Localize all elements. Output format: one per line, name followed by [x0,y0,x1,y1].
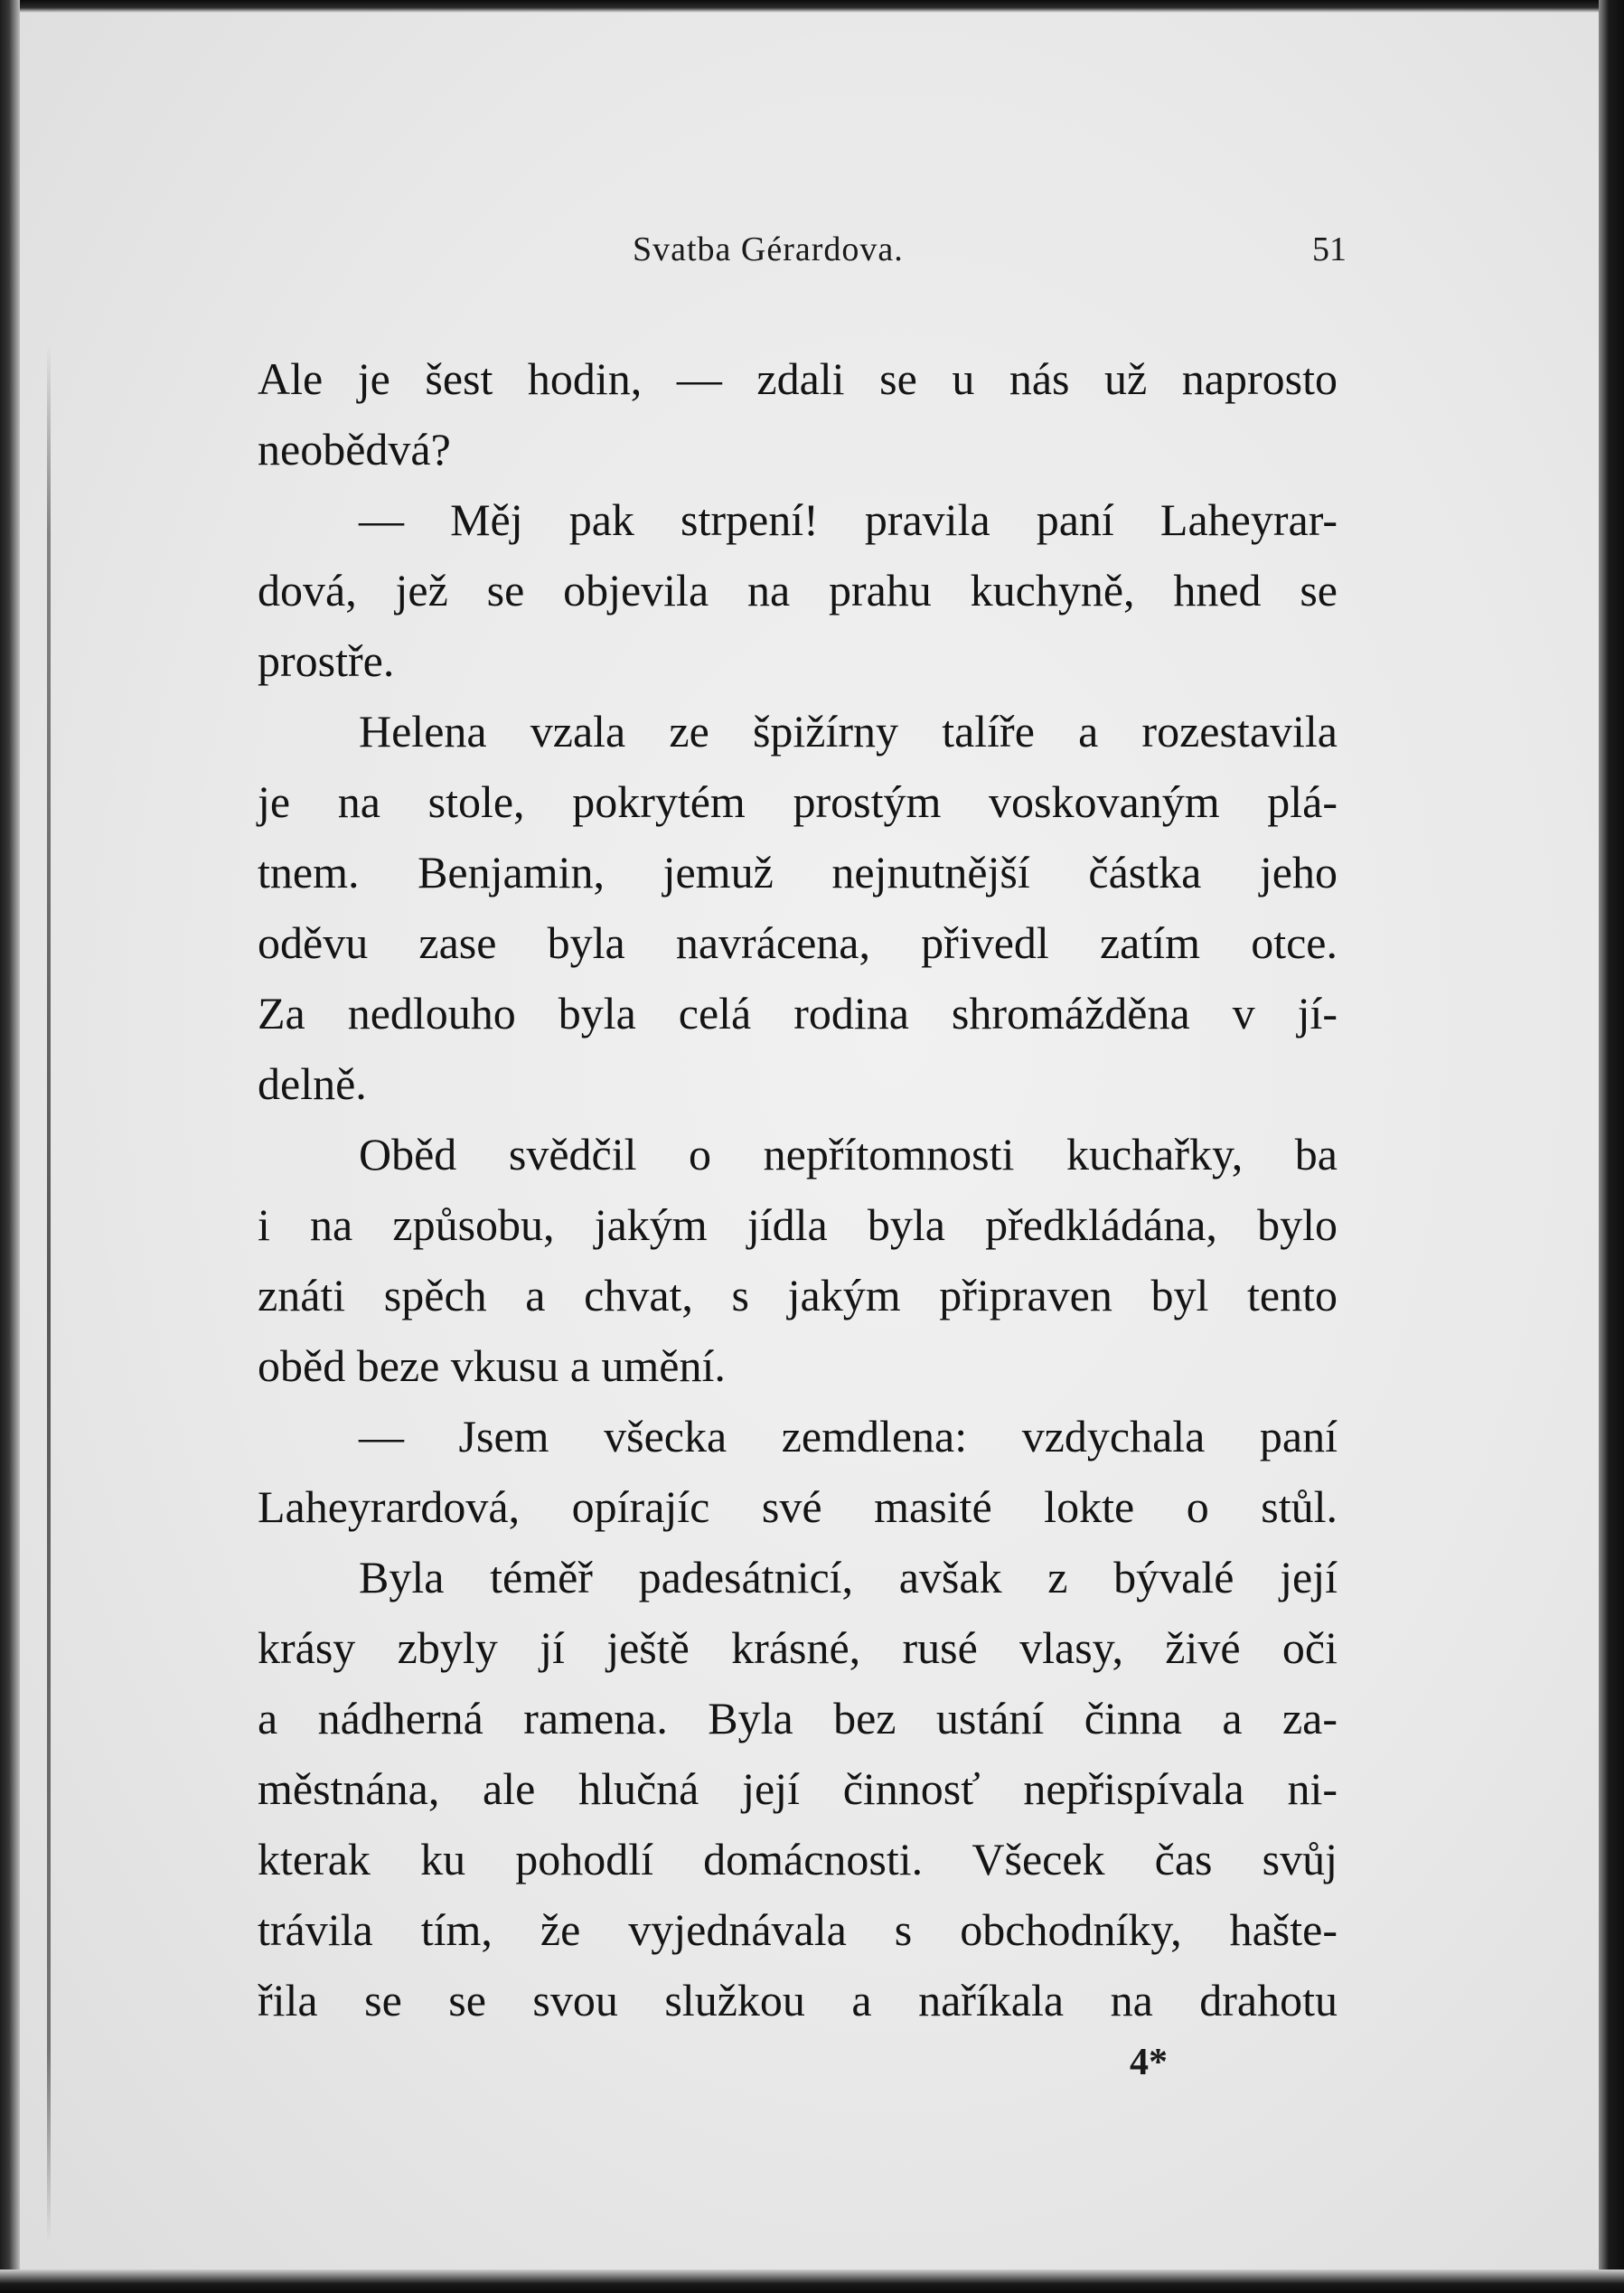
running-title: Svatba Gérardova. [633,230,904,268]
text-line: trávila tím, že vyjednávala s obchodníky, hašte- [258,1904,1338,1955]
page-binding-left [0,0,20,2293]
text-line: — Měj pak strpení! pravila paní Laheyrar- [359,494,1338,545]
text-line: tnem. Benjamin, jemuž nejnutnější částka jeho [258,847,1338,897]
text-line: prostře. [258,635,395,686]
text-line: kterak ku pohodlí domácnosti. Všecek čas svůj [258,1834,1338,1884]
text-line: Helena vzala ze špižírny talíře a rozestavila [359,706,1338,757]
page-edge-top [0,0,1624,13]
text-line: Laheyrardová, opírajíc své masité lokte o stůl. [258,1481,1338,1532]
text-line: oběd beze vkusu a umění. [258,1340,726,1391]
page-edge-bottom [0,2270,1624,2293]
signature-mark: 4* [1130,2042,1168,2083]
page-edge-right [1599,0,1624,2293]
text-line: Byla téměř padesátnicí, avšak z bývalé její [359,1552,1338,1602]
text-line: delně. [258,1058,367,1109]
text-line: Ale je šest hodin, — zdali se u nás už naprosto [258,353,1338,404]
text-line: Oběd svědčil o nepřítomnosti kuchařky, ba [359,1129,1338,1179]
page-header [633,230,1347,275]
text-line: dová, jež se objevila na prahu kuchyně, hned se [258,565,1338,616]
body-text [258,343,1338,2035]
text-line: neobědvá? [258,424,451,475]
text-line: a nádherná ramena. Byla bez ustání činna a za- [258,1693,1338,1743]
text-line: — Jsem všecka zemdlena: vzdychala paní [359,1411,1338,1461]
text-line: je na stole, pokrytém prostým voskovaným plá- [258,776,1338,827]
text-line: znáti spěch a chvat, s jakým připraven byl tento [258,1270,1338,1320]
binding-shadow-line [47,343,51,2241]
text-line: krásy zbyly jí ještě krásné, rusé vlasy, živé oči [258,1622,1338,1673]
text-line: městnána, ale hlučná její činnosť nepřispívala ni- [258,1763,1338,1814]
text-line: i na způsobu, jakým jídla byla předkládána, bylo [258,1199,1338,1250]
text-line: řila se se svou služkou a naříkala na drahotu [258,1975,1338,2025]
text-line: Za nedlouho byla celá rodina shromážděna v jí- [258,988,1338,1038]
page-number: 51 [1312,230,1347,268]
text-line: oděvu zase byla navrácena, přivedl zatím otce. [258,917,1338,968]
